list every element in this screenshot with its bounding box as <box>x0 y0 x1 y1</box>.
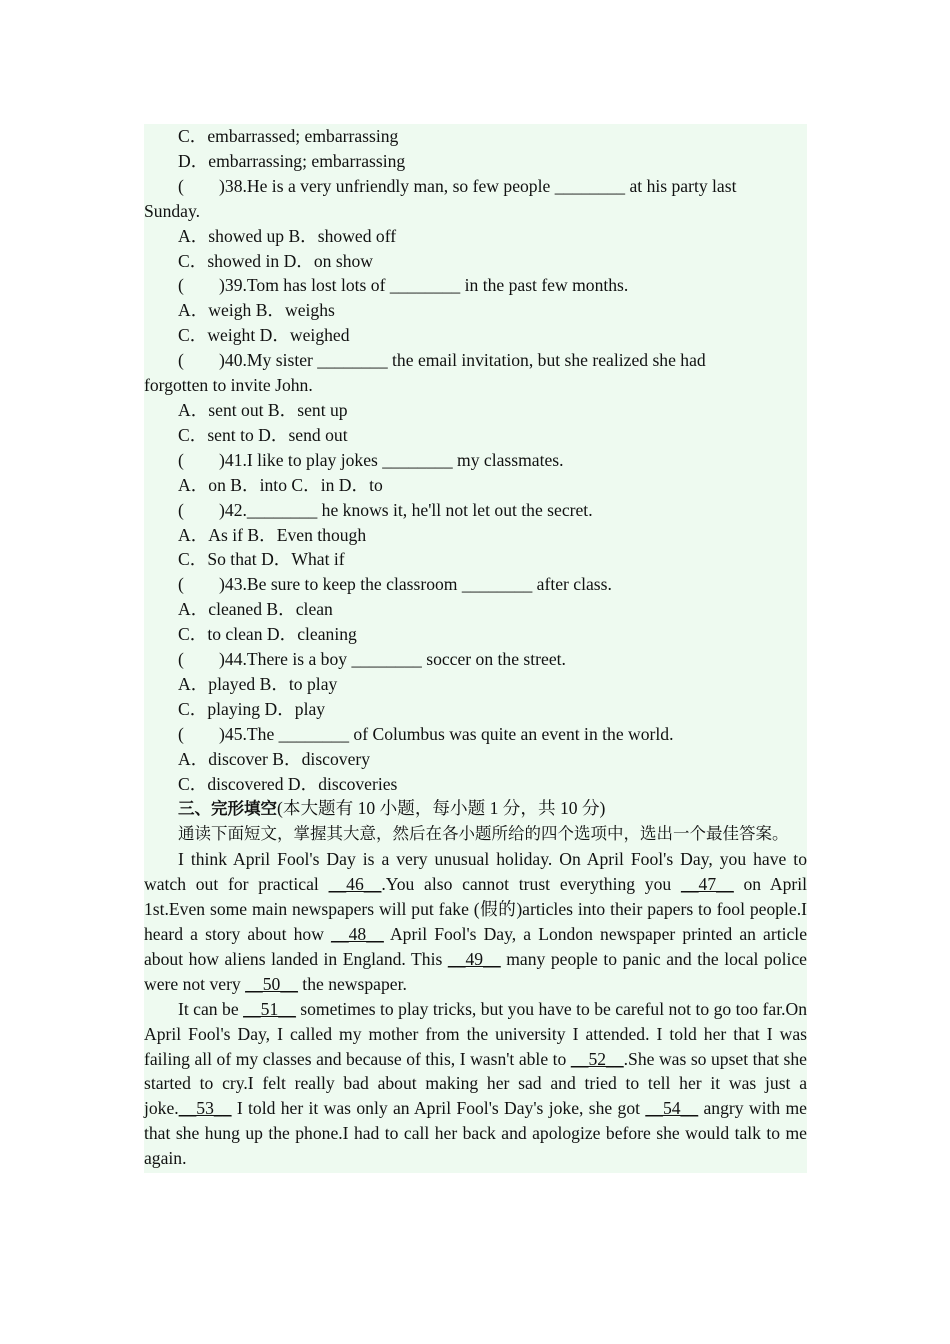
blank-54: __54__ <box>645 1098 699 1119</box>
blank-47: __47__ <box>680 874 734 895</box>
option-line: A．weigh B．weighs <box>178 300 335 321</box>
option-line: D．embarrassing; embarrassing <box>178 150 406 171</box>
option-line: C．weight D．weighed <box>178 325 350 346</box>
passage-text: sometimes to play tricks, but you have to be careful not to go too far.On April Fool's Day, I called my mother from the university I attended. I told her that I was failing all of my classes and because of this, I wasn't able to <box>144 998 807 1069</box>
option-line: A．As if B．Even though <box>178 524 367 545</box>
section-title: 三、完形填空 <box>178 799 277 819</box>
blank-46: __46__ <box>328 874 382 895</box>
question-40-continuation: forgotten to invite John. <box>144 375 313 396</box>
section-heading <box>144 796 807 822</box>
option-line: C．embarrassed; embarrassing <box>178 126 399 146</box>
question-39: ( )39.Tom has lost lots of ________ in the past few months. <box>178 275 629 296</box>
passage-text: the newspaper. <box>297 973 407 994</box>
option-line: C．So that D．What if <box>178 549 345 570</box>
passage-text: on April 1st.Even some main newspapers will put fake (假的)articles into their papers to fool people.I heard a story about how <box>144 874 807 944</box>
question-45: ( )45.The ________ of Columbus was quite an event in the world. <box>178 723 674 744</box>
option-line: A．played B．to play <box>178 673 338 694</box>
blank-51: __51__ <box>243 998 296 1019</box>
option-line: C．discovered D．discoveries <box>178 773 398 794</box>
option-line: C．playing D．play <box>178 698 326 719</box>
passage-text: I told her it was only an April Fool's Day's joke, she got <box>231 1098 646 1119</box>
question-41: ( )41.I like to play jokes ________ my classmates. <box>178 449 564 470</box>
passage-text: .She was so upset that she started to cry.I felt really bad about making her sad and tried to tell her it was just a joke. <box>144 1048 807 1119</box>
blank-49: __49__ <box>447 948 501 969</box>
passage-paragraph-1 <box>144 847 807 996</box>
blank-53: __53__ <box>178 1098 232 1119</box>
passage-text: many people to panic and the local police were not very <box>144 948 807 994</box>
passage-text: angry with me that she hung up the phone.I had to call her back and apologize before she would talk to me again. <box>144 1098 807 1169</box>
option-line: A．on B．into C．in D．to <box>178 474 383 495</box>
question-42: ( )42.________ he knows it, he'll not let out the secret. <box>178 499 593 520</box>
question-40: ( )40.My sister ________ the email invitation, but she realized she had <box>178 350 706 371</box>
blank-52: __52__ <box>570 1048 624 1069</box>
blank-48: __48__ <box>331 924 384 944</box>
section-instruction: 通读下面短文，掌握其大意，然后在各小题所给的四个选项中，选出一个最佳答案。 <box>178 824 789 844</box>
passage-text: April Fool's Day, a London newspaper printed an article about how aliens landed in England. This <box>144 924 808 969</box>
option-line: C．sent to D．send out <box>178 424 348 445</box>
option-line: A．discover B．discovery <box>178 748 371 769</box>
question-38-continuation: Sunday. <box>144 200 201 221</box>
passage-text: It can be <box>178 998 244 1019</box>
passage-text: I think April Fool's Day is a very unusual holiday. On April Fool's Day, you have to watch out for practical <box>144 849 807 895</box>
question-43: ( )43.Be sure to keep the classroom ________ after class. <box>178 574 612 595</box>
option-line: A．cleaned B．clean <box>178 599 333 620</box>
option-line: C．to clean D．cleaning <box>178 624 357 645</box>
blank-50: __50__ <box>245 973 298 994</box>
question-38: ( )38.He is a very unfriendly man, so few people ________ at his party last <box>178 175 737 196</box>
document-content <box>144 124 807 1173</box>
passage-text: .You also cannot trust everything you <box>381 874 681 895</box>
option-line: A．sent out B．sent up <box>178 399 348 420</box>
passage-paragraph-2 <box>144 997 807 1171</box>
option-line: C．showed in D．on show <box>178 250 374 271</box>
section-note: (本大题有 10 小题，每小题 1 分，共 10 分) <box>277 798 606 819</box>
question-44: ( )44.There is a boy ________ soccer on the street. <box>178 649 566 670</box>
option-line: A．showed up B．showed off <box>178 225 397 246</box>
